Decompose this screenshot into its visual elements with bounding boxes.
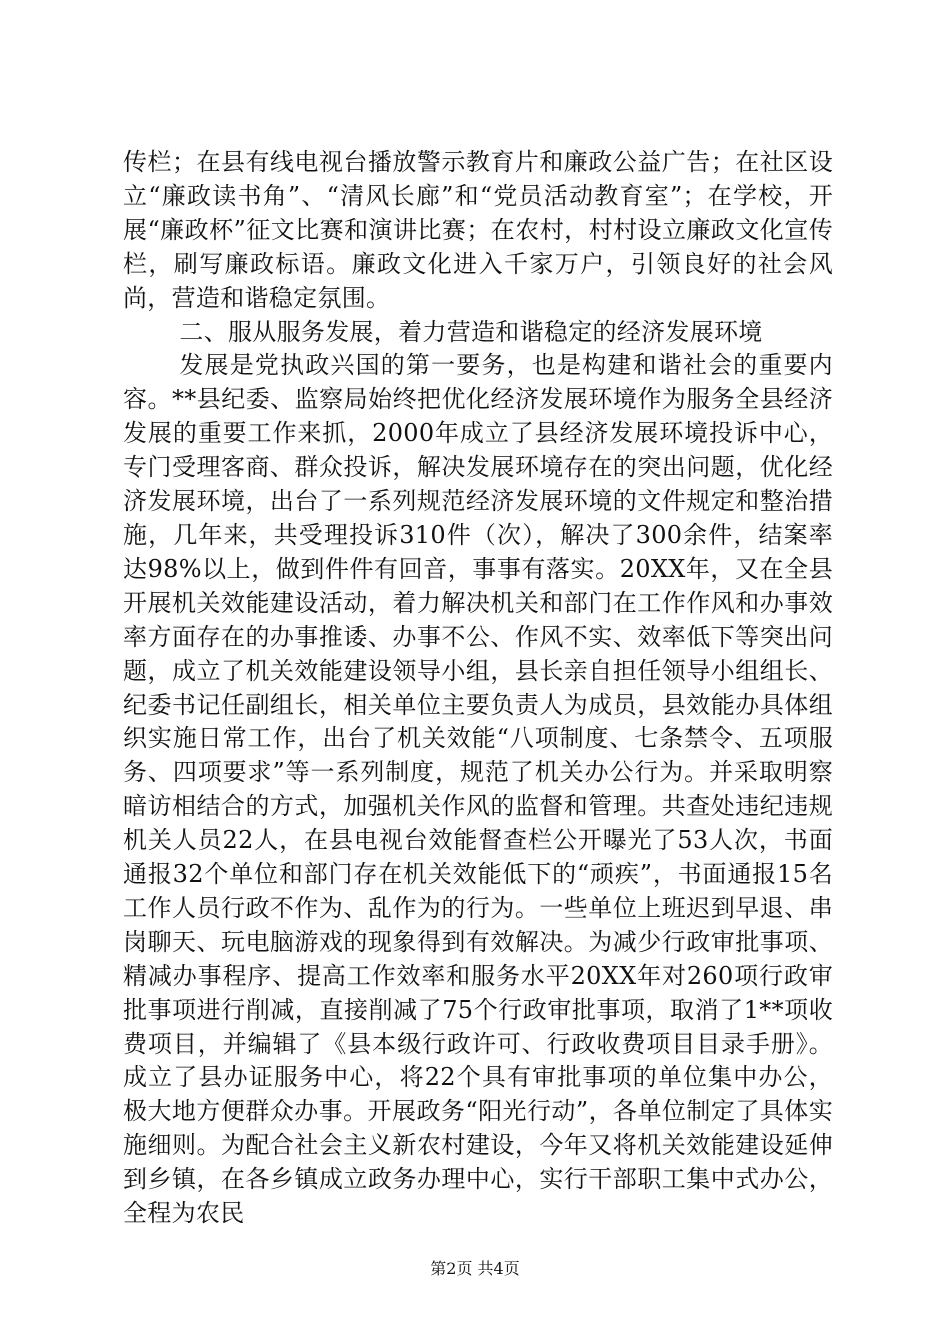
section-heading: 二、服从服务发展，着力营造和谐稳定的经济发展环境: [179, 317, 763, 346]
paragraph-continuation: 传栏；在县有线电视台播放警示教育片和廉政公益广告；在社区设立“廉政读书角”、“清风长廊”和“党员活动教育室”；在学校，开展“廉政杯”征文比赛和演讲比赛；在农村，村村设立廉政文化宣传栏，刷写廉政标语。廉政文化进入千家万户，引领良好的社会风尚，营造和谐稳定氛围。: [123, 148, 833, 312]
document-body: [123, 146, 833, 1231]
page-footer: 第2页 共4页: [430, 1259, 520, 1278]
paragraph-economic-environment: 发展是党执政兴国的第一要务，也是构建和谐社会的重要内容。**县纪委、监察局始终把优化经济发展环境作为服务全县经济发展的重要工作来抓，2000年成立了县经济发展环境投诉中心，专门受理客商、群众投诉，解决发展环境存在的突出问题，优化经济发展环境，出台了一系列规范经济发展环境的文件规定和整治措施，几年来，共受理投诉310件（次），解决了300余件，结案率达98%以上，做到件件有回音，事事有落实。20XX年，又在全县开展机关效能建设活动，着力解决机关和部门在工作作风和办事效率方面存在的办事推诿、办事不公、作风不实、效率低下等突出问题，成立了机关效能建设领导小组，县长亲自担任领导小组组长、纪委书记任副组长，相关单位主要负责人为成员，县效能办具体组织实施日常工作，出台了机关效能“八项制度、七条禁令、五项服务、四项要求”等一系列制度，规范了机关办公行为。并采取明察暗访相结合的方式，加强机关作风的监督和管理。共查处违纪违规机关人员22人，在县电视台效能督查栏公开曝光了53人次，书面通报32个单位和部门存在机关效能低下的“顽疾”，书面通报15名工作人员行政不作为、乱作为的行为。一些单位上班迟到早退、串岗聊天、玩电脑游戏的现象得到有效解决。为减少行政审批事项、精减办事程序、提高工作效率和服务水平20XX年对260项行政审批事项进行削减，直接削减了75个行政审批事项，取消了1**项收费项目，并编辑了《县本级行政许可、行政收费项目目录手册》。成立了县办证服务中心，将22个具有审批事项的单位集中办公，极大地方便群众办事。开展政务“阳光行动”，各单位制定了具体实施细则。为配合社会主义新农村建设，今年又将机关效能建设延伸到乡镇，在各乡镇成立政务办理中心，实行干部职工集中式办公，全程为农民: [123, 351, 833, 1228]
